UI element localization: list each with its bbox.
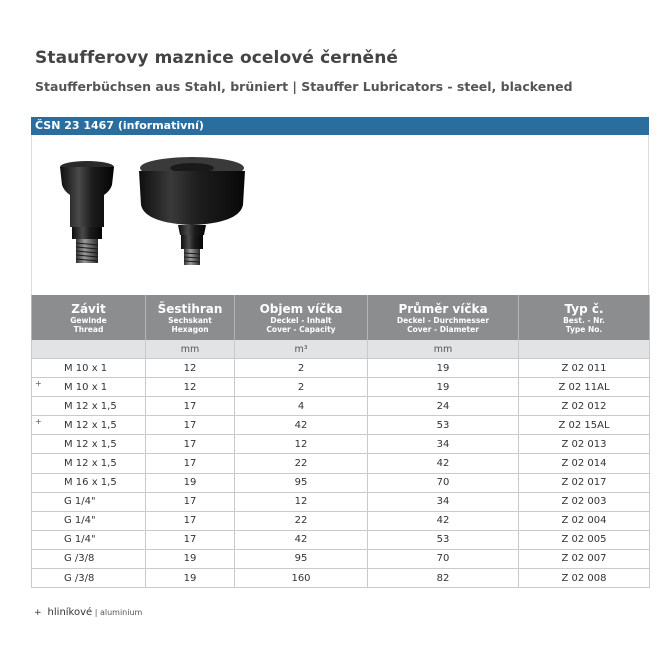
thread-value: M 16 x 1,5 [64, 477, 117, 489]
capacity-cell: 22 [235, 454, 368, 473]
thread-value: G 1/4" [64, 515, 96, 527]
diameter-cell: 19 [368, 359, 519, 378]
type-cell: Z 02 004 [519, 511, 650, 530]
header-sub: Type No. [565, 324, 603, 334]
header-sub: Gewinde [70, 315, 107, 325]
thread-value: M 10 x 1 [64, 362, 108, 374]
thread-value: G 1/4" [64, 496, 96, 508]
type-cell: Z 02 017 [519, 473, 650, 492]
thread-cell [32, 549, 146, 568]
unit-cell: mm [146, 340, 235, 359]
thread-cell [32, 378, 146, 397]
capacity-cell: 12 [235, 492, 368, 511]
hexagon-cell: 19 [146, 569, 235, 588]
table-header-row [32, 295, 650, 340]
thread-value: G 1/4" [64, 534, 96, 546]
hexagon-cell: 19 [146, 549, 235, 568]
diameter-cell: 34 [368, 492, 519, 511]
aluminium-mark: + [35, 417, 42, 427]
header-main: Závit [71, 301, 106, 316]
hexagon-cell: 17 [146, 397, 235, 416]
thread-value: M 12 x 1,5 [64, 438, 117, 450]
hexagon-cell: 17 [146, 435, 235, 454]
thread-value: M 12 x 1,5 [64, 458, 117, 470]
header-sub: Deckel - Inhalt [270, 315, 332, 325]
aluminium-mark: + [35, 379, 42, 389]
diameter-cell: 34 [368, 435, 519, 454]
table-row [32, 530, 650, 549]
header-sub: Hexagon [171, 324, 209, 334]
standard-label: ČSN 23 1467 (informativní) [35, 119, 204, 132]
capacity-cell: 42 [235, 530, 368, 549]
diameter-cell: 53 [368, 416, 519, 435]
header-thread [32, 295, 146, 340]
table-row [32, 416, 650, 435]
header-main: Průměr víčka [398, 301, 488, 316]
capacity-cell: 160 [235, 569, 368, 588]
diameter-cell: 19 [368, 378, 519, 397]
table-row [32, 397, 650, 416]
thread-cell [32, 435, 146, 454]
header-sub: Sechskant [168, 315, 212, 325]
header-main: Šestihran [157, 301, 223, 316]
table-row [32, 492, 650, 511]
diameter-cell: 82 [368, 569, 519, 588]
hexagon-cell: 12 [146, 359, 235, 378]
type-cell: Z 02 005 [519, 530, 650, 549]
diameter-cell: 70 [368, 549, 519, 568]
table-row [32, 378, 650, 397]
header-hexagon [146, 295, 235, 340]
hexagon-cell: 17 [146, 492, 235, 511]
diameter-cell: 70 [368, 473, 519, 492]
thread-cell [32, 416, 146, 435]
capacity-cell: 2 [235, 378, 368, 397]
table-row [32, 569, 650, 588]
diameter-cell: 53 [368, 530, 519, 549]
type-cell: Z 02 011 [519, 359, 650, 378]
capacity-cell: 2 [235, 359, 368, 378]
header-main: Objem víčka [259, 301, 343, 316]
capacity-cell: 22 [235, 511, 368, 530]
hexagon-cell: 17 [146, 530, 235, 549]
hexagon-cell: 19 [146, 473, 235, 492]
table-row [32, 454, 650, 473]
type-cell: Z 02 003 [519, 492, 650, 511]
thread-cell [32, 359, 146, 378]
page-title: Staufferovy maznice ocelové černěné [35, 48, 399, 68]
type-cell: Z 02 15AL [519, 416, 650, 435]
thread-value: G /3/8 [64, 553, 95, 565]
type-cell: Z 02 013 [519, 435, 650, 454]
thread-cell [32, 511, 146, 530]
unit-cell [32, 340, 146, 359]
header-sub: Cover - Capacity [266, 324, 336, 334]
product-image-area [31, 135, 649, 295]
header-type [519, 295, 650, 340]
capacity-cell: 95 [235, 549, 368, 568]
thread-cell [32, 397, 146, 416]
page-subtitle: Staufferbüchsen aus Stahl, brüniert | Stauffer Lubricators - steel, blackened [35, 79, 573, 94]
type-cell: Z 02 014 [519, 454, 650, 473]
table-row [32, 473, 650, 492]
capacity-cell: 12 [235, 435, 368, 454]
thread-value: G /3/8 [64, 572, 95, 584]
footnote-sub: | aluminium [92, 608, 143, 617]
type-cell: Z 02 007 [519, 549, 650, 568]
table-row [32, 549, 650, 568]
hexagon-cell: 12 [146, 378, 235, 397]
header-diameter [368, 295, 519, 340]
unit-cell: mm [368, 340, 519, 359]
header-sub: Best. - Nr. [563, 315, 605, 325]
table-row [32, 511, 650, 530]
spec-table [31, 295, 650, 588]
thread-cell [32, 473, 146, 492]
footnote [34, 607, 142, 618]
header-main: Typ č. [564, 301, 604, 316]
standard-bar [31, 117, 649, 135]
diameter-cell: 42 [368, 511, 519, 530]
small-lubricator-image [60, 161, 114, 263]
capacity-cell: 42 [235, 416, 368, 435]
diameter-cell: 42 [368, 454, 519, 473]
header-capacity [235, 295, 368, 340]
thread-cell [32, 569, 146, 588]
capacity-cell: 4 [235, 397, 368, 416]
hexagon-cell: 17 [146, 511, 235, 530]
diameter-cell: 24 [368, 397, 519, 416]
large-lubricator-image [139, 157, 245, 265]
thread-value: M 10 x 1 [64, 381, 108, 393]
hexagon-cell: 17 [146, 454, 235, 473]
type-cell: Z 02 11AL [519, 378, 650, 397]
hexagon-cell: 17 [146, 416, 235, 435]
thread-cell [32, 492, 146, 511]
type-cell: Z 02 012 [519, 397, 650, 416]
unit-cell [519, 340, 650, 359]
header-sub: Thread [73, 324, 104, 334]
thread-cell [32, 530, 146, 549]
product-photo [32, 135, 648, 295]
footnote-mark: + [34, 608, 42, 618]
table-row [32, 435, 650, 454]
units-row [32, 340, 650, 359]
thread-cell [32, 454, 146, 473]
type-cell: Z 02 008 [519, 569, 650, 588]
thread-value: M 12 x 1,5 [64, 419, 117, 431]
thread-value: M 12 x 1,5 [64, 400, 117, 412]
header-sub: Deckel - Durchmesser [396, 315, 490, 325]
table-row [32, 359, 650, 378]
capacity-cell: 95 [235, 473, 368, 492]
footnote-text: hliníkové [47, 607, 93, 618]
unit-cell: m³ [235, 340, 368, 359]
header-sub: Cover - Diameter [407, 324, 479, 334]
